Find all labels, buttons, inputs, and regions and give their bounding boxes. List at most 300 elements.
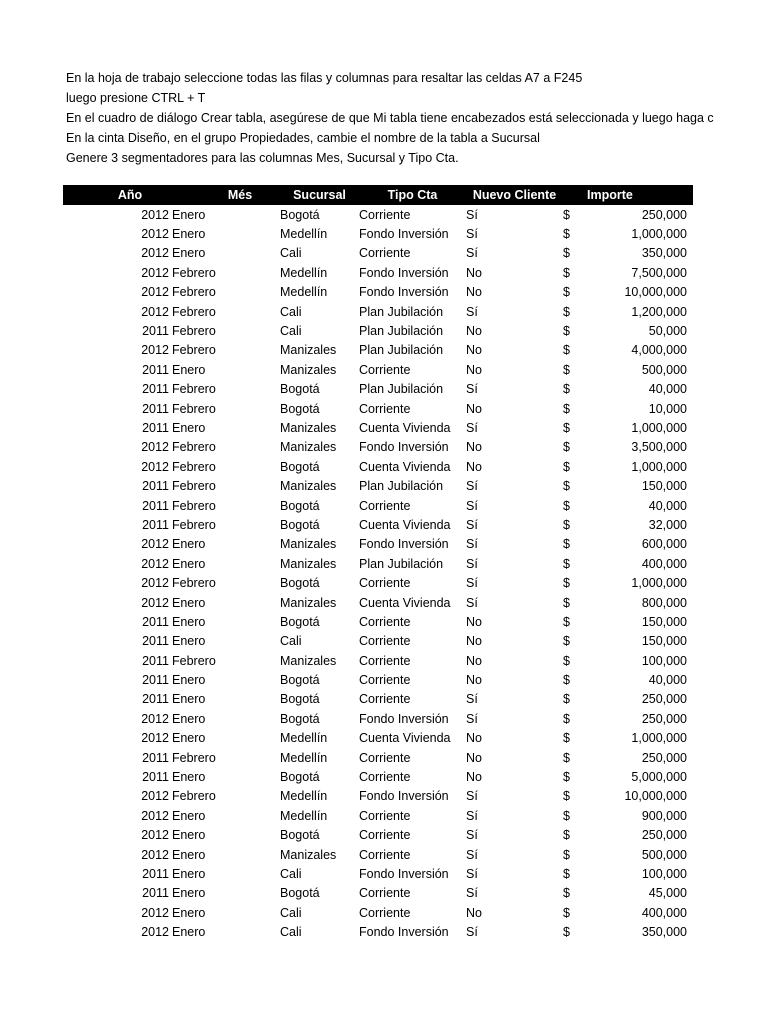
cell-account-type[interactable]: Corriente: [359, 692, 411, 707]
cell-year[interactable]: 2012: [141, 227, 169, 242]
cell-amount[interactable]: 250,000: [641, 711, 687, 726]
cell-new-client[interactable]: Sí: [466, 886, 478, 901]
cell-amount[interactable]: 500,000: [641, 362, 687, 377]
cell-branch[interactable]: Manizales: [280, 847, 337, 862]
cell-month[interactable]: Febrero: [172, 459, 216, 474]
cell-year[interactable]: 2012: [141, 828, 169, 843]
cell-account-type[interactable]: Corriente: [359, 828, 411, 843]
cell-amount[interactable]: 100,000: [641, 653, 687, 668]
cell-month[interactable]: Enero: [172, 925, 206, 940]
cell-account-type[interactable]: Corriente: [359, 614, 411, 629]
cell-month[interactable]: Enero: [172, 246, 206, 261]
cell-currency: $: [563, 343, 570, 358]
cell-amount[interactable]: 800,000: [641, 595, 687, 610]
cell-account-type[interactable]: Corriente: [359, 886, 411, 901]
cell-year[interactable]: 2012: [141, 905, 169, 920]
cell-currency: $: [563, 866, 570, 881]
cell-month[interactable]: Febrero: [172, 479, 216, 494]
cell-new-client[interactable]: Sí: [466, 382, 478, 397]
cell-currency: $: [563, 925, 570, 940]
table-row: [63, 864, 693, 883]
table-row: [63, 593, 693, 612]
cell-amount[interactable]: 10,000: [648, 401, 687, 416]
cell-new-client[interactable]: Sí: [466, 420, 478, 435]
cell-amount[interactable]: 1,000,000: [631, 576, 687, 591]
table-row: [63, 321, 693, 340]
instruction-line: luego presione CTRL + T: [66, 91, 206, 105]
cell-branch[interactable]: Manizales: [280, 440, 337, 455]
cell-currency: $: [563, 285, 570, 300]
cell-account-type[interactable]: Plan Jubilación: [359, 479, 444, 494]
cell-year[interactable]: 2012: [141, 711, 169, 726]
cell-branch[interactable]: Cali: [280, 866, 302, 881]
cell-amount[interactable]: 7,500,000: [631, 265, 687, 280]
cell-new-client[interactable]: Sí: [466, 925, 478, 940]
cell-branch[interactable]: Medellín: [280, 265, 328, 280]
cell-currency: $: [563, 770, 570, 785]
cell-currency: $: [563, 440, 570, 455]
table-row: [63, 399, 693, 418]
cell-month[interactable]: Enero: [172, 770, 206, 785]
cell-amount[interactable]: 1,200,000: [631, 304, 687, 319]
table-row: [63, 457, 693, 476]
cell-account-type[interactable]: Corriente: [359, 246, 411, 261]
cell-new-client[interactable]: No: [466, 905, 482, 920]
cell-account-type[interactable]: Plan Jubilación: [359, 324, 444, 339]
cell-year[interactable]: 2012: [141, 285, 169, 300]
cell-new-client[interactable]: No: [466, 343, 482, 358]
cell-year[interactable]: 2012: [141, 265, 169, 280]
cell-currency: $: [563, 711, 570, 726]
cell-branch[interactable]: Medellín: [280, 808, 328, 823]
cell-new-client[interactable]: Sí: [466, 207, 478, 222]
cell-month[interactable]: Enero: [172, 731, 206, 746]
cell-branch[interactable]: Manizales: [280, 556, 337, 571]
cell-account-type[interactable]: Fondo Inversión: [359, 537, 449, 552]
cell-new-client[interactable]: Sí: [466, 517, 478, 532]
cell-new-client[interactable]: Sí: [466, 304, 478, 319]
cell-year[interactable]: 2011: [142, 614, 169, 629]
cell-new-client[interactable]: Sí: [466, 227, 478, 242]
cell-branch[interactable]: Bogotá: [280, 207, 320, 222]
cell-new-client[interactable]: Sí: [466, 556, 478, 571]
table-row: [63, 496, 693, 515]
cell-month[interactable]: Febrero: [172, 265, 216, 280]
cell-account-type[interactable]: Corriente: [359, 498, 411, 513]
cell-new-client[interactable]: No: [466, 459, 482, 474]
cell-amount[interactable]: 350,000: [641, 246, 687, 261]
cell-new-client[interactable]: No: [466, 634, 482, 649]
cell-amount[interactable]: 40,000: [648, 382, 687, 397]
cell-currency: $: [563, 673, 570, 688]
cell-account-type[interactable]: Plan Jubilación: [359, 556, 444, 571]
cell-month[interactable]: Enero: [172, 692, 206, 707]
cell-new-client[interactable]: No: [466, 750, 482, 765]
cell-branch[interactable]: Bogotá: [280, 401, 320, 416]
cell-amount[interactable]: 1,000,000: [631, 420, 687, 435]
cell-month[interactable]: Febrero: [172, 440, 216, 455]
cell-branch[interactable]: Bogotá: [280, 673, 320, 688]
cell-branch[interactable]: Cali: [280, 925, 302, 940]
cell-month[interactable]: Enero: [172, 207, 206, 222]
cell-year[interactable]: 2012: [141, 789, 169, 804]
header-month[interactable]: Més: [172, 185, 280, 205]
cell-month[interactable]: Enero: [172, 866, 206, 881]
data-table: [63, 185, 693, 942]
cell-account-type[interactable]: Fondo Inversión: [359, 866, 449, 881]
cell-year[interactable]: 2011: [142, 770, 169, 785]
cell-amount[interactable]: 600,000: [641, 537, 687, 552]
cell-year[interactable]: 2012: [141, 847, 169, 862]
header-currency-spacer: [563, 185, 577, 205]
header-year[interactable]: Año: [63, 185, 172, 205]
table-row: [63, 632, 693, 651]
cell-amount[interactable]: 10,000,000: [624, 285, 687, 300]
cell-amount[interactable]: 1,000,000: [631, 459, 687, 474]
cell-year[interactable]: 2011: [142, 692, 169, 707]
cell-amount[interactable]: 150,000: [641, 634, 687, 649]
cell-new-client[interactable]: No: [466, 401, 482, 416]
cell-amount[interactable]: 1,000,000: [631, 731, 687, 746]
cell-account-type[interactable]: Cuenta Vivienda: [359, 731, 451, 746]
table-row: [63, 826, 693, 845]
cell-amount[interactable]: 3,500,000: [631, 440, 687, 455]
cell-year[interactable]: 2012: [141, 440, 169, 455]
cell-account-type[interactable]: Corriente: [359, 207, 411, 222]
cell-amount[interactable]: 1,000,000: [631, 227, 687, 242]
cell-branch[interactable]: Bogotá: [280, 770, 320, 785]
cell-month[interactable]: Febrero: [172, 285, 216, 300]
cell-year[interactable]: 2011: [142, 750, 169, 765]
cell-new-client[interactable]: Sí: [466, 789, 478, 804]
cell-month[interactable]: Enero: [172, 886, 206, 901]
cell-new-client[interactable]: No: [466, 653, 482, 668]
cell-account-type[interactable]: Fondo Inversión: [359, 440, 449, 455]
table-row: [63, 224, 693, 243]
cell-account-type[interactable]: Corriente: [359, 673, 411, 688]
cell-year[interactable]: 2011: [142, 479, 169, 494]
cell-currency: $: [563, 207, 570, 222]
cell-new-client[interactable]: Sí: [466, 595, 478, 610]
cell-month[interactable]: Enero: [172, 614, 206, 629]
cell-month[interactable]: Febrero: [172, 750, 216, 765]
cell-currency: $: [563, 595, 570, 610]
cell-amount[interactable]: 32,000: [648, 517, 687, 532]
table-row: [63, 767, 693, 786]
cell-account-type[interactable]: Plan Jubilación: [359, 304, 444, 319]
cell-account-type[interactable]: Corriente: [359, 401, 411, 416]
cell-month[interactable]: Febrero: [172, 343, 216, 358]
cell-amount[interactable]: 50,000: [648, 324, 687, 339]
cell-year[interactable]: 2011: [142, 362, 169, 377]
cell-branch[interactable]: Bogotá: [280, 886, 320, 901]
cell-branch[interactable]: Bogotá: [280, 828, 320, 843]
instruction-line: Genere 3 segmentadores para las columnas Mes, Sucursal y Tipo Cta.: [66, 151, 459, 165]
cell-month[interactable]: Enero: [172, 362, 206, 377]
cell-new-client[interactable]: Sí: [466, 866, 478, 881]
cell-account-type[interactable]: Corriente: [359, 750, 411, 765]
cell-year[interactable]: 2011: [142, 420, 169, 435]
cell-amount[interactable]: 40,000: [648, 498, 687, 513]
table-row: [63, 380, 693, 399]
cell-year[interactable]: 2012: [141, 207, 169, 222]
cell-new-client[interactable]: No: [466, 265, 482, 280]
cell-currency: $: [563, 653, 570, 668]
cell-month[interactable]: Enero: [172, 828, 206, 843]
cell-branch[interactable]: Cali: [280, 324, 302, 339]
cell-year[interactable]: 2012: [141, 343, 169, 358]
cell-currency: $: [563, 614, 570, 629]
cell-account-type[interactable]: Fondo Inversión: [359, 711, 449, 726]
cell-currency: $: [563, 227, 570, 242]
cell-amount[interactable]: 250,000: [641, 750, 687, 765]
cell-month[interactable]: Febrero: [172, 517, 216, 532]
cell-year[interactable]: 2011: [142, 673, 169, 688]
cell-branch[interactable]: Manizales: [280, 653, 337, 668]
cell-month[interactable]: Febrero: [172, 324, 216, 339]
cell-year[interactable]: 2012: [141, 459, 169, 474]
instruction-line: En la hoja de trabajo seleccione todas las filas y columnas para resaltar las celdas A7 a F245: [66, 71, 583, 85]
cell-year[interactable]: 2012: [141, 925, 169, 940]
cell-year[interactable]: 2011: [142, 401, 169, 416]
table-row: [63, 612, 693, 631]
table-row: [63, 283, 693, 302]
cell-branch[interactable]: Cali: [280, 634, 302, 649]
cell-month[interactable]: Enero: [172, 595, 206, 610]
cell-new-client[interactable]: No: [466, 770, 482, 785]
cell-currency: $: [563, 362, 570, 377]
cell-amount[interactable]: 150,000: [641, 479, 687, 494]
cell-amount[interactable]: 250,000: [641, 692, 687, 707]
table-row: [63, 709, 693, 728]
cell-new-client[interactable]: No: [466, 362, 482, 377]
cell-month[interactable]: Febrero: [172, 382, 216, 397]
cell-month[interactable]: Enero: [172, 537, 206, 552]
cell-currency: $: [563, 847, 570, 862]
cell-new-client[interactable]: No: [466, 324, 482, 339]
cell-branch[interactable]: Bogotá: [280, 517, 320, 532]
cell-amount[interactable]: 5,000,000: [631, 770, 687, 785]
cell-new-client[interactable]: Sí: [466, 498, 478, 513]
cell-branch[interactable]: Medellín: [280, 731, 328, 746]
cell-branch[interactable]: Medellín: [280, 227, 328, 242]
table-row: [63, 748, 693, 767]
cell-month[interactable]: Enero: [172, 905, 206, 920]
cell-branch[interactable]: Bogotá: [280, 382, 320, 397]
cell-new-client[interactable]: Sí: [466, 828, 478, 843]
cell-month[interactable]: Febrero: [172, 498, 216, 513]
cell-new-client[interactable]: Sí: [466, 479, 478, 494]
cell-new-client[interactable]: Sí: [466, 692, 478, 707]
cell-currency: $: [563, 265, 570, 280]
cell-month[interactable]: Febrero: [172, 789, 216, 804]
cell-year[interactable]: 2012: [141, 808, 169, 823]
cell-year[interactable]: 2011: [142, 886, 169, 901]
cell-new-client[interactable]: Sí: [466, 576, 478, 591]
cell-month[interactable]: Febrero: [172, 653, 216, 668]
header-new-client[interactable]: Nuevo Cliente: [466, 185, 563, 205]
cell-amount[interactable]: 40,000: [648, 673, 687, 688]
cell-account-type[interactable]: Cuenta Vivienda: [359, 459, 451, 474]
cell-month[interactable]: Enero: [172, 634, 206, 649]
cell-currency: $: [563, 576, 570, 591]
cell-amount[interactable]: 250,000: [641, 207, 687, 222]
cell-currency: $: [563, 304, 570, 319]
table-row: [63, 903, 693, 922]
cell-new-client[interactable]: Sí: [466, 246, 478, 261]
table-row: [63, 729, 693, 748]
cell-year[interactable]: 2012: [141, 576, 169, 591]
cell-amount[interactable]: 4,000,000: [631, 343, 687, 358]
table-row: [63, 302, 693, 321]
table-row: [63, 806, 693, 825]
header-amount[interactable]: Importe: [577, 185, 693, 205]
cell-branch[interactable]: Medellín: [280, 285, 328, 300]
cell-branch[interactable]: Manizales: [280, 420, 337, 435]
cell-new-client[interactable]: No: [466, 614, 482, 629]
cell-account-type[interactable]: Corriente: [359, 905, 411, 920]
cell-amount[interactable]: 45,000: [648, 886, 687, 901]
cell-account-type[interactable]: Fondo Inversión: [359, 227, 449, 242]
cell-account-type[interactable]: Cuenta Vivienda: [359, 420, 451, 435]
cell-new-client[interactable]: Sí: [466, 537, 478, 552]
instruction-line: En el cuadro de diálogo Crear tabla, asegúrese de que Mi tabla tiene encabezados está seleccionada y luego haga c: [66, 111, 714, 125]
cell-month[interactable]: Enero: [172, 847, 206, 862]
cell-year[interactable]: 2011: [142, 517, 169, 532]
cell-account-type[interactable]: Corriente: [359, 653, 411, 668]
cell-currency: $: [563, 459, 570, 474]
cell-new-client[interactable]: No: [466, 673, 482, 688]
cell-year[interactable]: 2012: [141, 556, 169, 571]
table-row: [63, 263, 693, 282]
cell-branch[interactable]: Manizales: [280, 362, 337, 377]
cell-month[interactable]: Enero: [172, 227, 206, 242]
cell-year[interactable]: 2011: [142, 866, 169, 881]
cell-account-type[interactable]: Corriente: [359, 770, 411, 785]
cell-account-type[interactable]: Corriente: [359, 362, 411, 377]
cell-currency: $: [563, 692, 570, 707]
cell-month[interactable]: Enero: [172, 711, 206, 726]
cell-amount[interactable]: 100,000: [641, 866, 687, 881]
cell-amount[interactable]: 10,000,000: [624, 789, 687, 804]
cell-branch[interactable]: Bogotá: [280, 459, 320, 474]
cell-account-type[interactable]: Corriente: [359, 634, 411, 649]
cell-account-type[interactable]: Plan Jubilación: [359, 343, 444, 358]
cell-year[interactable]: 2011: [142, 324, 169, 339]
cell-month[interactable]: Enero: [172, 420, 206, 435]
cell-new-client[interactable]: Sí: [466, 847, 478, 862]
cell-branch[interactable]: Bogotá: [280, 614, 320, 629]
cell-branch[interactable]: Manizales: [280, 595, 337, 610]
cell-currency: $: [563, 886, 570, 901]
cell-new-client[interactable]: Sí: [466, 711, 478, 726]
cell-currency: $: [563, 808, 570, 823]
table-row: [63, 554, 693, 573]
cell-account-type[interactable]: Cuenta Vivienda: [359, 595, 451, 610]
cell-branch[interactable]: Cali: [280, 905, 302, 920]
cell-account-type[interactable]: Plan Jubilación: [359, 382, 444, 397]
cell-branch[interactable]: Medellín: [280, 750, 328, 765]
cell-month[interactable]: Enero: [172, 673, 206, 688]
cell-branch[interactable]: Cali: [280, 246, 302, 261]
cell-year[interactable]: 2012: [141, 304, 169, 319]
cell-currency: $: [563, 420, 570, 435]
instructions: [66, 68, 768, 168]
cell-month[interactable]: Febrero: [172, 304, 216, 319]
table-row: [63, 884, 693, 903]
cell-month[interactable]: Enero: [172, 556, 206, 571]
cell-year[interactable]: 2012: [141, 537, 169, 552]
table-header-row: [63, 185, 693, 205]
table-row: [63, 515, 693, 534]
cell-currency: $: [563, 789, 570, 804]
cell-month[interactable]: Febrero: [172, 401, 216, 416]
cell-branch[interactable]: Manizales: [280, 479, 337, 494]
header-branch[interactable]: Sucursal: [280, 185, 359, 205]
cell-account-type[interactable]: Fondo Inversión: [359, 265, 449, 280]
cell-account-type[interactable]: Fondo Inversión: [359, 285, 449, 300]
cell-account-type[interactable]: Corriente: [359, 808, 411, 823]
cell-amount[interactable]: 400,000: [641, 556, 687, 571]
cell-currency: $: [563, 750, 570, 765]
cell-amount[interactable]: 500,000: [641, 847, 687, 862]
table-row: [63, 787, 693, 806]
cell-year[interactable]: 2012: [141, 246, 169, 261]
cell-amount[interactable]: 150,000: [641, 614, 687, 629]
table-row: [63, 476, 693, 495]
cell-account-type[interactable]: Corriente: [359, 847, 411, 862]
cell-account-type[interactable]: Cuenta Vivienda: [359, 517, 451, 532]
table-row: [63, 651, 693, 670]
cell-branch[interactable]: Bogotá: [280, 498, 320, 513]
cell-branch[interactable]: Medellín: [280, 789, 328, 804]
cell-year[interactable]: 2011: [142, 382, 169, 397]
cell-branch[interactable]: Bogotá: [280, 576, 320, 591]
cell-branch[interactable]: Bogotá: [280, 711, 320, 726]
cell-amount[interactable]: 350,000: [641, 925, 687, 940]
cell-branch[interactable]: Manizales: [280, 343, 337, 358]
table-row: [63, 690, 693, 709]
cell-currency: $: [563, 479, 570, 494]
cell-month[interactable]: Febrero: [172, 576, 216, 591]
cell-new-client[interactable]: No: [466, 440, 482, 455]
cell-branch[interactable]: Bogotá: [280, 692, 320, 707]
cell-currency: $: [563, 498, 570, 513]
cell-year[interactable]: 2011: [142, 634, 169, 649]
cell-amount[interactable]: 900,000: [641, 808, 687, 823]
cell-new-client[interactable]: No: [466, 285, 482, 300]
cell-amount[interactable]: 250,000: [641, 828, 687, 843]
table-row: [63, 205, 693, 224]
cell-account-type[interactable]: Fondo Inversión: [359, 925, 449, 940]
cell-account-type[interactable]: Fondo Inversión: [359, 789, 449, 804]
cell-month[interactable]: Enero: [172, 808, 206, 823]
cell-year[interactable]: 2011: [142, 653, 169, 668]
cell-year[interactable]: 2012: [141, 731, 169, 746]
cell-branch[interactable]: Manizales: [280, 537, 337, 552]
cell-year[interactable]: 2012: [141, 595, 169, 610]
cell-amount[interactable]: 400,000: [641, 905, 687, 920]
table-row: [63, 418, 693, 437]
cell-new-client[interactable]: No: [466, 731, 482, 746]
cell-account-type[interactable]: Corriente: [359, 576, 411, 591]
table-body: [63, 205, 693, 942]
table-row: [63, 670, 693, 689]
cell-new-client[interactable]: Sí: [466, 808, 478, 823]
cell-year[interactable]: 2011: [142, 498, 169, 513]
cell-branch[interactable]: Cali: [280, 304, 302, 319]
header-account-type[interactable]: Tipo Cta: [359, 185, 466, 205]
